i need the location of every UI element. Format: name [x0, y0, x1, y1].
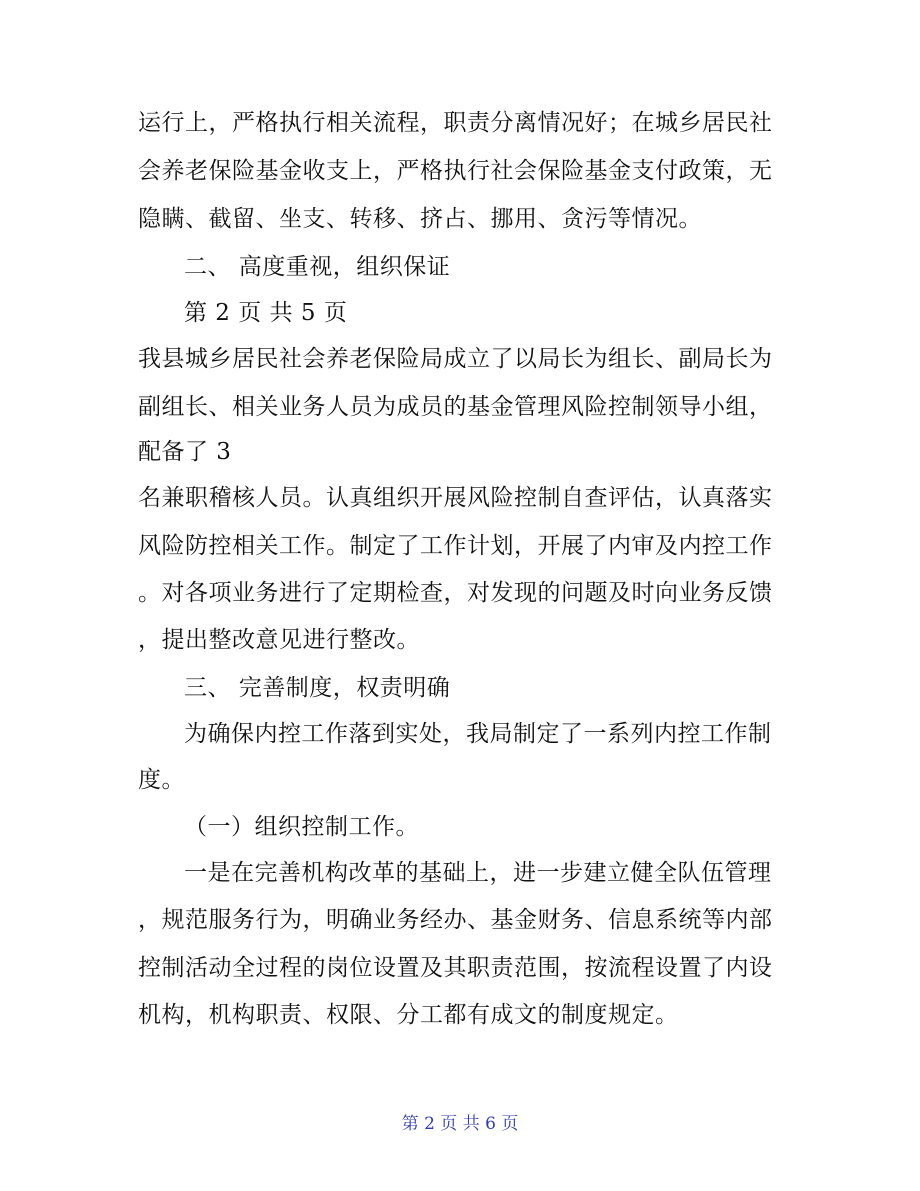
body-line: 名兼职稽核人员。认真组织开展风险控制自查评估，认真落实 — [138, 485, 773, 511]
body-line: ，提出整改意见进行整改。 — [138, 627, 420, 653]
subsection-heading: （一）组织控制工作。 — [184, 814, 419, 840]
body-line: ，规范服务行为，明确业务经办、基金财务、信息系统等内部 — [138, 907, 773, 933]
body-line: 一是在完善机构改革的基础上，进一步建立健全队伍管理 — [184, 860, 772, 886]
body-line: 机构，机构职责、权限、分工都有成文的制度规定。 — [138, 1002, 679, 1028]
section-heading-2: 二、 高度重视，组织保证 — [184, 254, 451, 280]
body-line: 运行上，严格执行相关流程，职责分离情况好；在城乡居民社 — [138, 110, 773, 136]
inline-page-marker: 第 2 页 共 5 页 — [184, 300, 348, 326]
section-heading-3: 三、 完善制度，权责明确 — [184, 675, 451, 701]
body-line: 我县城乡居民社会养老保险局成立了以局长为组长、副局长为 — [138, 346, 773, 372]
body-line: 副组长、相关业务人员为成员的基金管理风险控制领导小组， — [138, 394, 773, 420]
body-line: 为确保内控工作落到实处，我局制定了一系列内控工作制 — [184, 721, 772, 747]
body-line: 隐瞒、截留、坐支、转移、挤占、挪用、贪污等情况。 — [138, 206, 702, 232]
body-line: 会养老保险基金收支上，严格执行社会保险基金支付政策，无 — [138, 158, 773, 184]
page-footer: 第 2 页 共 6 页 — [401, 1114, 519, 1134]
body-line: 度。 — [138, 767, 185, 793]
body-line: 控制活动全过程的岗位设置及其职责范围，按流程设置了内设 — [138, 955, 773, 981]
body-line: 配备了 3 — [138, 439, 232, 465]
body-line: 。对各项业务进行了定期检查，对发现的问题及时向业务反馈 — [138, 580, 773, 606]
body-line: 风险防控相关工作。制定了工作计划，开展了内审及内控工作 — [138, 533, 773, 559]
